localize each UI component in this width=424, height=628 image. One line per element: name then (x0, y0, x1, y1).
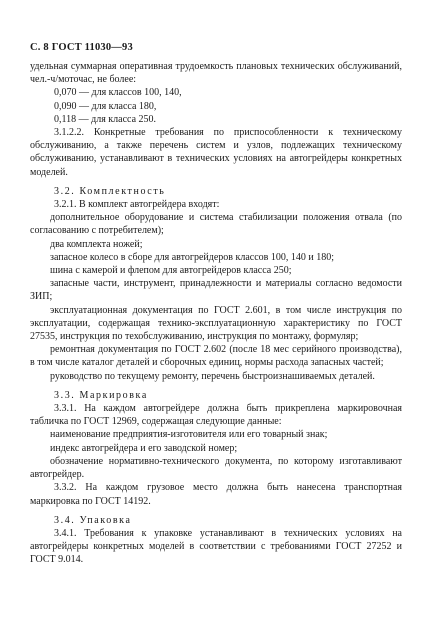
document-body (30, 60, 402, 567)
paragraph: 3.3.2. На каждом грузовое место должна быть нанесена транспортная маркировка по ГОСТ 14192. (30, 482, 402, 507)
paragraph: 3.2.1. В комплект автогрейдера входят: (54, 199, 220, 211)
list-item: запасные части, инструмент, принадлежности и материалы согласно ведомости ЗИП; (30, 278, 402, 303)
paragraph: удельная суммарная оперативная трудоемкость плановых технических обслуживаний, чел.-ч/моточас, не более: (30, 61, 402, 86)
list-item: эксплуатационная документация по ГОСТ 2.601, в том числе инструкция по эксплуатации, содержащая технико-эксплуатационную характеристику по ГОСТ 27535, инструкция по техобслуживанию, инструкция по монтажу, формуляр; (30, 304, 402, 343)
list-item: шина с камерой и флепом для автогрейдеров класса 250; (50, 265, 292, 277)
paragraph: 3.4.1. Требования к упаковке устанавливают в технических условиях на автогрейдеры конкретных моделей в соответствии с требованиями ГОСТ 27252 и ГОСТ 9.014. (30, 527, 402, 566)
paragraph: 0,090 — для класса 180, (54, 100, 157, 112)
list-item: ремонтная документация по ГОСТ 2.602 (после 18 мес серийного производства), в том числе каталог деталей и сборочных единиц, нормы расхода запасных частей; (30, 344, 402, 369)
paragraph: 0,118 — для класса 250. (54, 113, 157, 125)
list-item: дополнительное оборудование и система стабилизации положения отвала (по согласованию с потребителем); (30, 212, 402, 237)
section-title: 3.3. Маркировка (54, 389, 148, 401)
list-item: руководство по текущему ремонту, перечень быстроизнашиваемых деталей. (50, 370, 375, 382)
paragraph: 0,070 — для классов 100, 140, (54, 87, 182, 99)
paragraph: 3.1.2.2. Конкретные требования по приспособленности к техническому обслуживанию, а также перечень систем и узлов, подлежащих техническому обслуживанию, устанавливают в технических условиях на автогрейдеры конкретных моделей. (30, 127, 402, 178)
section-title: 3.4. Упаковка (54, 514, 132, 526)
list-item: индекс автогрейдера и его заводской номер; (50, 442, 238, 454)
page-header: С. 8 ГОСТ 11030—93 (30, 42, 133, 53)
list-item: два комплекта ножей; (50, 238, 143, 250)
list-item: запасное колесо в сборе для автогрейдеров классов 100, 140 и 180; (50, 251, 335, 263)
list-item: наименование предприятия-изготовителя или его товарный знак; (50, 429, 328, 441)
list-item: обозначение нормативно-технического документа, по которому изготавливают автогрейдер. (30, 455, 402, 481)
section-title: 3.2. Комплектность (54, 185, 166, 197)
paragraph: 3.3.1. На каждом автогрейдере должна быть прикреплена маркировочная табличка по ГОСТ 12969, содержащая следующие данные: (30, 403, 402, 428)
